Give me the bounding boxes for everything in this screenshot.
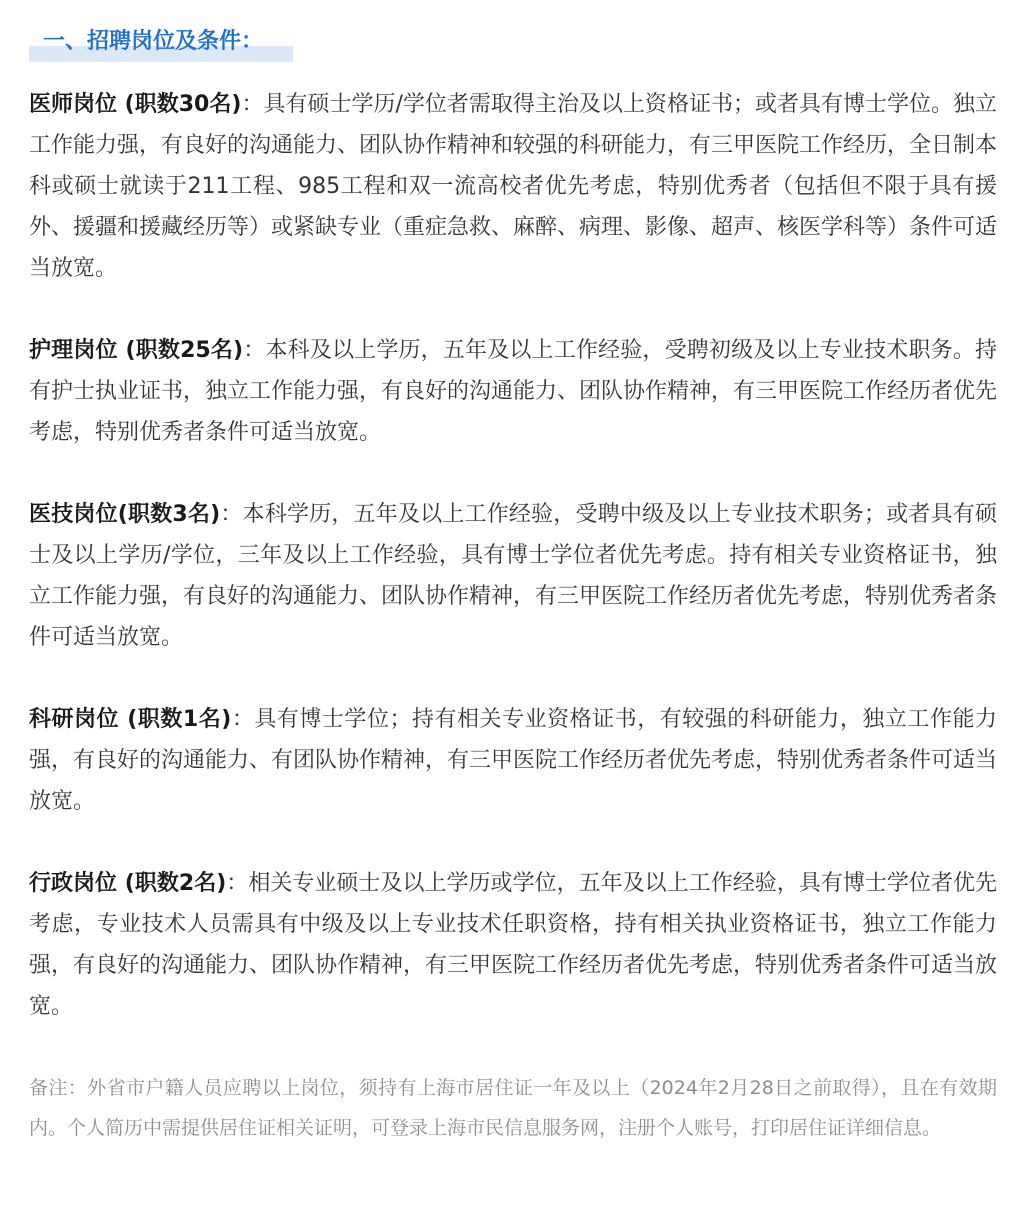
post-title: 医技岗位(职数3名) [29, 502, 221, 527]
section-heading [29, 22, 293, 62]
post-description: ：具有博士学位；持有相关专业资格证书，有较强的科研能力，独立工作能力强，有良好的沟通能力、有团队协作精神，有三甲医院工作经历者优先考虑，特别优秀者条件可适当放宽。 [29, 707, 998, 814]
residence-permit-note: 备注：外省市户籍人员应聘以上岗位，须持有上海市居住证一年及以上（2024年2月28日之前取得），且在有效期内。个人简历中需提供居住证相关证明，可登录上海市民信息服务网，注册个人账号，打印居住证详细信息。 [29, 1077, 997, 1139]
post-description: ：本科及以上学历，五年及以上工作经验，受聘初级及以上专业技术职务。持有护士执业证书，独立工作能力强，有良好的沟通能力、团队协作精神，有三甲医院工作经历者优先考虑，特别优秀者条件可适当放宽。 [29, 338, 998, 445]
post-physician [29, 84, 997, 289]
post-title: 科研岗位 (职数1名) [29, 707, 232, 732]
post-description: ：本科学历，五年及以上工作经验，受聘中级及以上专业技术职务；或者具有硕士及以上学历/学位，三年及以上工作经验，具有博士学位者优先考虑。持有相关专业资格证书，独立工作能力强，有良好的沟通能力、团队协作精神，有三甲医院工作经历者优先考虑，特别优秀者条件可适当放宽。 [29, 502, 998, 650]
post-medical-technician [29, 494, 997, 658]
post-title: 行政岗位 (职数2名) [29, 871, 227, 896]
post-research [29, 699, 997, 822]
post-nursing [29, 330, 997, 453]
post-title: 护理岗位 (职数25名) [29, 338, 244, 363]
post-description: ：具有硕士学历/学位者需取得主治及以上资格证书；或者具有博士学位。独立工作能力强，有良好的沟通能力、团队协作精神和较强的科研能力，有三甲医院工作经历，全日制本科或硕士就读于211工程、985工程和双一流高校者优先考虑，特别优秀者（包括但不限于具有援外、援疆和援藏经历等）或紧缺专业（重症急救、麻醉、病理、影像、超声、核医学科等）条件可适当放宽。 [29, 92, 998, 281]
post-description: ：相关专业硕士及以上学历或学位，五年及以上工作经验，具有博士学位者优先考虑，专业技术人员需具有中级及以上专业技术任职资格，持有相关执业资格证书，独立工作能力强，有良好的沟通能力、团队协作精神，有三甲医院工作经历者优先考虑，特别优秀者条件可适当放宽。 [29, 871, 998, 1019]
post-title: 医师岗位 (职数30名) [29, 92, 242, 117]
post-administrative [29, 863, 997, 1027]
section-heading-text: 一、招聘岗位及条件： [43, 29, 264, 54]
